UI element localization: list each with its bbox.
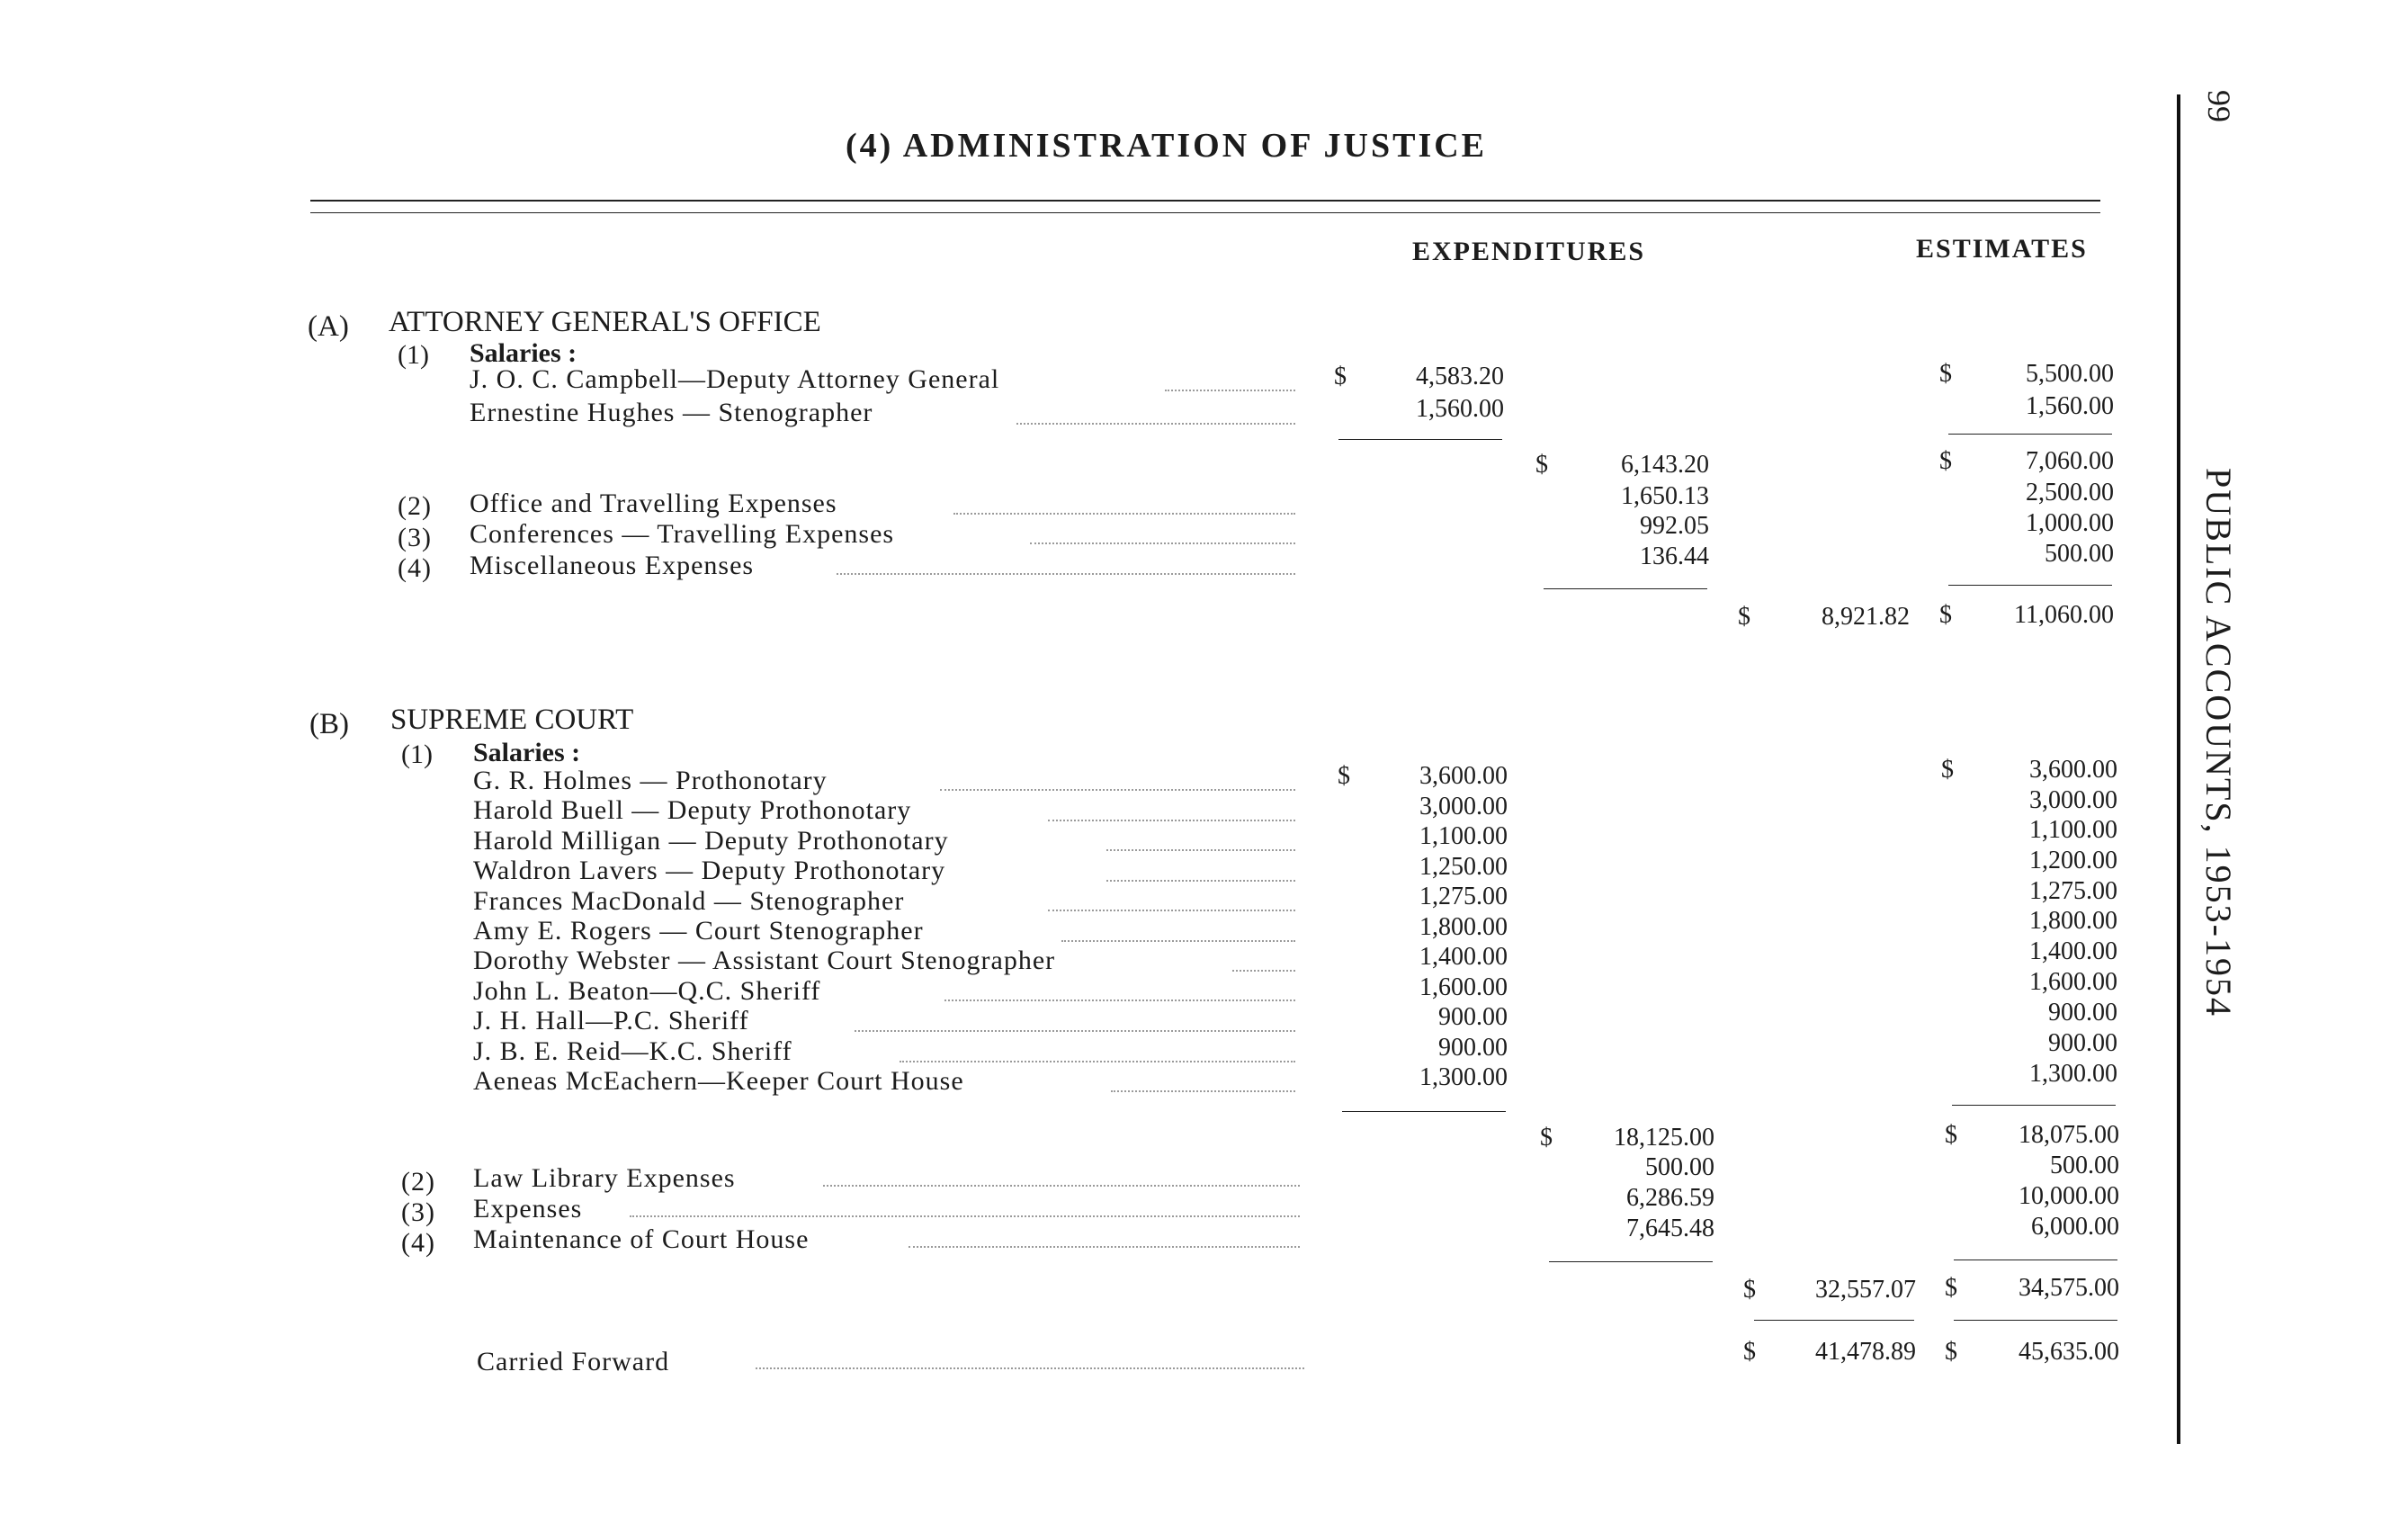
estimate-value: 10,000.00: [2019, 1182, 2119, 1210]
leader-dots: [1016, 423, 1295, 425]
leader-dots: [837, 573, 1295, 575]
carried-forward-label: Carried Forward: [477, 1347, 670, 1376]
section-b-letter: (B): [309, 708, 349, 740]
list-item: J. H. Hall—P.C. Sheriff: [473, 1006, 749, 1035]
list-item: John L. Beaton—Q.C. Sheriff: [473, 976, 821, 1006]
leader-dots: [630, 1215, 1300, 1217]
leader-dots: [855, 1030, 1295, 1032]
currency-symbol: $: [1743, 1338, 1756, 1366]
list-item: Harold Milligan — Deputy Prothonotary: [473, 826, 949, 856]
list-item-number: (3): [401, 1197, 435, 1227]
list-item: J. O. C. Campbell—Deputy Attorney General: [470, 364, 1000, 394]
subtotal-rule: [1549, 1261, 1713, 1262]
list-item-number: (4): [401, 1228, 435, 1258]
currency-symbol: $: [1743, 1276, 1756, 1304]
list-item: Expenses: [473, 1194, 583, 1224]
estimate-value: 1,100.00: [2029, 816, 2117, 844]
expenditure-value: 1,800.00: [1419, 913, 1508, 941]
expenditure-value: 1,560.00: [1416, 395, 1504, 423]
expenditure-value: 136.44: [1640, 542, 1709, 570]
list-item: Amy E. Rogers — Court Stenographer: [473, 916, 924, 946]
list-item: Conferences — Travelling Expenses: [470, 519, 895, 549]
page-number: 99: [2201, 90, 2237, 122]
currency-symbol: $: [1535, 451, 1548, 479]
list-item: J. B. E. Reid—K.C. Sheriff: [473, 1036, 792, 1066]
list-item: Waldron Lavers — Deputy Prothonotary: [473, 856, 946, 885]
leader-dots: [909, 1246, 1300, 1248]
list-item-number: (4): [398, 553, 432, 583]
section-total-estimate: 34,575.00: [2019, 1274, 2119, 1302]
estimate-subtotal-value: 7,060.00: [2026, 447, 2114, 475]
currency-symbol: $: [1945, 1121, 1957, 1149]
carried-forward-expenditure: 41,478.89: [1815, 1338, 1916, 1366]
estimate-value: 1,200.00: [2029, 847, 2117, 874]
page-title: (4) ADMINISTRATION OF JUSTICE: [846, 127, 1488, 165]
expenditure-value: 1,600.00: [1419, 973, 1508, 1001]
list-item: Frances MacDonald — Stenographer: [473, 886, 905, 916]
subtotal-rule: [1338, 439, 1502, 440]
currency-symbol: $: [1945, 1274, 1957, 1302]
estimate-value: 1,400.00: [2029, 937, 2117, 965]
estimate-value: 1,300.00: [2029, 1060, 2117, 1088]
section-b-salaries-label: Salaries :: [473, 738, 581, 767]
section-total-value: 8,921.82: [1822, 603, 1910, 631]
leader-dots: [1165, 390, 1295, 391]
estimate-value: 900.00: [2048, 1029, 2117, 1057]
currency-symbol: $: [1941, 756, 1954, 784]
estimate-value: 2,500.00: [2026, 479, 2114, 507]
list-item: Harold Buell — Deputy Prothonotary: [473, 795, 912, 825]
expenditure-value: 3,000.00: [1419, 793, 1508, 820]
estimate-value: 1,800.00: [2029, 907, 2117, 935]
expenditure-value: 1,400.00: [1419, 943, 1508, 971]
subtotal-value: 6,143.20: [1621, 451, 1709, 479]
list-item: Office and Travelling Expenses: [470, 489, 837, 518]
right-margin-rule: [2177, 94, 2180, 1444]
column-header-estimates: ESTIMATES: [1916, 234, 2088, 264]
expenditure-value: 4,583.20: [1416, 363, 1504, 390]
section-a-title: ATTORNEY GENERAL'S OFFICE: [389, 306, 821, 338]
total-rule: [1954, 1320, 2117, 1321]
leader-dots: [1048, 910, 1295, 911]
section-b-title: SUPREME COURT: [390, 704, 634, 736]
expenditure-value: 500.00: [1645, 1153, 1714, 1181]
leader-dots: [1111, 1090, 1295, 1092]
section-a-salaries-number: (1): [398, 340, 429, 370]
leader-dots: [1106, 849, 1295, 851]
estimate-value: 500.00: [2050, 1152, 2119, 1179]
expenditure-value: 1,300.00: [1419, 1063, 1508, 1091]
currency-symbol: $: [1939, 447, 1952, 475]
estimate-value: 1,600.00: [2029, 968, 2117, 996]
expenditure-value: 992.05: [1640, 512, 1709, 540]
leader-dots: [823, 1185, 1300, 1187]
list-item: Maintenance of Court House: [473, 1224, 810, 1254]
carried-forward-estimate: 45,635.00: [2019, 1338, 2119, 1366]
list-item-number: (3): [398, 523, 432, 552]
currency-symbol: $: [1334, 363, 1347, 390]
leader-dots: [1048, 820, 1295, 821]
column-header-expenditures: EXPENDITURES: [1412, 237, 1646, 266]
leader-dots: [1106, 880, 1295, 882]
estimate-value: 1,560.00: [2026, 392, 2114, 420]
currency-symbol: $: [1338, 762, 1350, 790]
estimate-value: 1,275.00: [2029, 877, 2117, 905]
subtotal-value: 18,125.00: [1614, 1124, 1714, 1152]
section-b-salaries-number: (1): [401, 740, 433, 769]
currency-symbol: $: [1738, 603, 1750, 631]
expenditure-value: 6,286.59: [1626, 1184, 1714, 1212]
leader-dots: [756, 1367, 1304, 1369]
expenditure-value: 7,645.48: [1626, 1215, 1714, 1242]
expenditure-value: 1,650.13: [1621, 482, 1709, 510]
list-item-number: (2): [401, 1167, 435, 1197]
section-a-salaries-label: Salaries :: [470, 338, 577, 368]
leader-dots: [1061, 940, 1295, 942]
section-total-estimate: 11,060.00: [2014, 601, 2114, 629]
expenditure-value: 1,100.00: [1419, 822, 1508, 850]
leader-dots: [944, 1000, 1295, 1001]
list-item: Dorothy Webster — Assistant Court Stenographer: [473, 946, 1056, 975]
estimate-value: 500.00: [2045, 540, 2114, 568]
leader-dots: [1030, 542, 1295, 544]
leader-dots: [953, 513, 1295, 515]
section-total-value: 32,557.07: [1815, 1276, 1916, 1304]
list-item-number: (2): [398, 491, 432, 521]
leader-dots: [940, 789, 1295, 791]
header-rule-top: [310, 200, 2100, 202]
estimate-value: 3,000.00: [2029, 786, 2117, 814]
currency-symbol: $: [1540, 1124, 1553, 1152]
subtotal-rule: [1948, 434, 2112, 435]
estimate-value: 1,000.00: [2026, 509, 2114, 537]
subtotal-rule: [1342, 1111, 1506, 1112]
expenditure-value: 900.00: [1438, 1034, 1508, 1062]
side-title: PUBLIC ACCOUNTS, 1953-1954: [2198, 468, 2239, 1017]
estimate-value: 6,000.00: [2031, 1213, 2119, 1241]
expenditure-value: 3,600.00: [1419, 762, 1508, 790]
currency-symbol: $: [1945, 1338, 1957, 1366]
expenditure-value: 1,275.00: [1419, 883, 1508, 910]
currency-symbol: $: [1939, 601, 1952, 629]
currency-symbol: $: [1939, 360, 1952, 388]
estimate-value: 900.00: [2048, 999, 2117, 1026]
list-item: G. R. Holmes — Prothonotary: [473, 766, 828, 795]
total-rule: [1754, 1320, 1914, 1321]
estimate-value: 5,500.00: [2026, 360, 2114, 388]
list-item: Miscellaneous Expenses: [470, 551, 755, 580]
section-a-letter: (A): [308, 310, 349, 343]
estimate-subtotal-value: 18,075.00: [2019, 1121, 2119, 1149]
expenditure-value: 1,250.00: [1419, 853, 1508, 881]
leader-dots: [1232, 970, 1295, 972]
subtotal-rule: [1952, 1105, 2116, 1106]
list-item: Aeneas McEachern—Keeper Court House: [473, 1066, 964, 1096]
estimate-value: 3,600.00: [2029, 756, 2117, 784]
list-item: Law Library Expenses: [473, 1163, 736, 1193]
header-rule-bottom: [310, 212, 2100, 213]
subtotal-rule: [1948, 585, 2112, 586]
subtotal-rule: [1544, 588, 1707, 589]
list-item: Ernestine Hughes — Stenographer: [470, 398, 873, 427]
expenditure-value: 900.00: [1438, 1003, 1508, 1031]
leader-dots: [900, 1061, 1295, 1062]
